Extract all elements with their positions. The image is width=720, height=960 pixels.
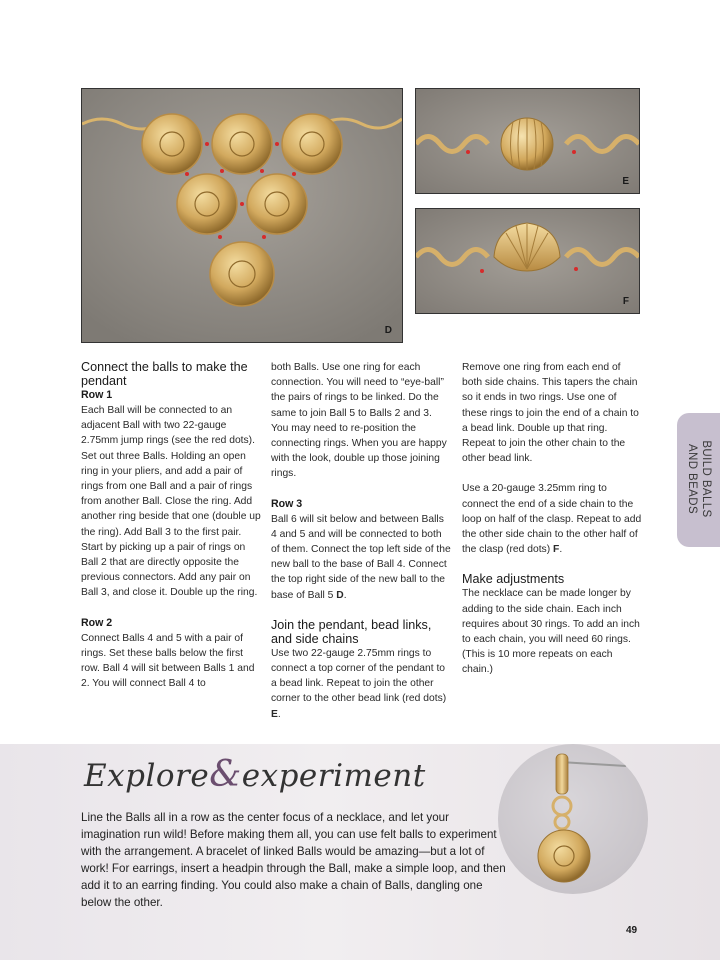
photo-bead-link: [415, 88, 640, 194]
adjustments-text: The necklace can be made longer by adding to the side chain. Each inch requires about 30 rings. To add an inch to each chain, you will need 60 rings. (This is 10 more repeats on each chain.): [462, 588, 640, 676]
row-3-instructions: Ball 6 will sit below and between Balls 4 and 5 and will be connected to both of them. Connect the top left side of the new ball to the base of Ball 4. Connect the top right side of the new ball to the base of Ball 5 D.: [271, 513, 451, 601]
shell-clasp-image: [416, 209, 639, 313]
photo-letter-f: F: [622, 296, 629, 307]
explore-body-text: Line the Balls all in a row as the center focus of a necklace, and let your imagination run wild! Before making them all, you can use felt balls to experiment with the arrangement. A bracelet of linked Balls would be amazing—but a lot of work! For earrings, insert a headpin through the Ball, make a simple loop, and then add it to an earring finding. You could also make a chain of Balls, dangling one below the other.: [81, 811, 506, 909]
pendant-chainmaille-image: [82, 89, 402, 342]
chapter-side-tab: [677, 413, 720, 547]
taper-chain-instructions: Remove one ring from each end of both side chains. This tapers the chain so it ends in two rings. Use one of these rings to join the end of a chain to a bead link. Double up that ring. Repeat to join the other chain to the other bead link.: [462, 362, 639, 465]
row-2-continued: both Balls. Use one ring for each connection. You will need to “eye-ball” the pairs of rings to be linked. Do the same to join Ball 5 to Balls 2 and 3. You may need to re-position the connecting rings. When you are happy with the look, double up those joining rings.: [271, 362, 447, 480]
heading-make-adjustments: Make adjustments: [462, 572, 565, 587]
side-tab-line-2: AND BEADS: [686, 443, 698, 515]
ref-photo-e: E: [271, 708, 278, 720]
page-number: 49: [626, 925, 638, 936]
join-instructions: Use two 22-gauge 2.75mm rings to connect a top corner of the pendant to a bead link. Repeat to join the other corner to the other bead link (red dots) E.: [271, 647, 447, 720]
explore-title-word-2: experiment: [241, 758, 426, 794]
bead-link-image: [416, 89, 639, 193]
row-2-instructions: Connect Balls 4 and 5 with a pair of rings. Set these balls below the first row. Ball 4 will sit between Balls 1 and 2. You will connect Ball 4 to: [81, 632, 255, 690]
earring-image: [498, 744, 648, 894]
clasp-instructions: Use a 20-gauge 3.25mm ring to connect the end of a side chain to the loop on half of the clasp. Repeat to add the other side chain to the other half of the clasp (red dots) F.: [462, 483, 642, 556]
explore-experiment-panel: [0, 744, 720, 960]
earring-photo-circle: [498, 744, 648, 894]
ref-photo-f: F: [553, 544, 560, 556]
explore-title-ampersand: &: [209, 754, 242, 795]
clasp-text: Use a 20-gauge 3.25mm ring to connect the end of a side chain to the loop on half of the clasp. Repeat to add the other side chain to the other half of the clasp (red dots): [462, 483, 642, 556]
ref-photo-d: D: [336, 589, 344, 601]
text-column-3: [462, 360, 642, 693]
explore-title-word-1: Explore: [84, 758, 210, 794]
photo-shell-clasp: [415, 208, 640, 314]
explore-title: [84, 754, 426, 795]
row-1-instructions: Each Ball will be connected to an adjacent Ball with two 22-gauge 2.75mm jump rings (see the red dots). Set out three Balls. Holding an open ring in your pliers, and add a pair of rings from one Ball and a pair of rings from another Ball. Close the ring. Add another ring beside that one (double up the ring). Add Ball 3 to the first pair. Start by picking up a pair of rings on Ball 2 that are directly opposite the previous connectors. Add any pair on Ball 3, and close it. Double up the ring.: [81, 405, 261, 599]
join-text: Use two 22-gauge 2.75mm rings to connect a top corner of the pendant to a bead link. Repeat to join the other corner to the other bead link (red dots): [271, 647, 447, 705]
subheading-row-2: Row 2: [81, 616, 113, 629]
side-tab-line-1: BUILD BALLS: [700, 440, 712, 518]
subheading-row-1: Row 1: [81, 389, 113, 401]
photo-letter-d: D: [384, 325, 392, 336]
heading-join-pendant: Join the pendant, bead links, and side chains: [271, 617, 432, 646]
row-3-text: Ball 6 will sit below and between Balls 4 and 5 and will be connected to both of them. Connect the top left side of the new ball to the base of Ball 4. Connect the top right side of the new ball to the base of Ball 5: [271, 513, 451, 601]
photo-pendant-assembly: [81, 88, 403, 343]
photo-letter-e: E: [622, 176, 629, 187]
subheading-row-3: Row 3: [271, 497, 303, 510]
heading-connect-balls: Connect the balls to make the pendant: [81, 360, 248, 388]
text-column-2: [271, 360, 451, 737]
text-column-1: [81, 360, 261, 706]
